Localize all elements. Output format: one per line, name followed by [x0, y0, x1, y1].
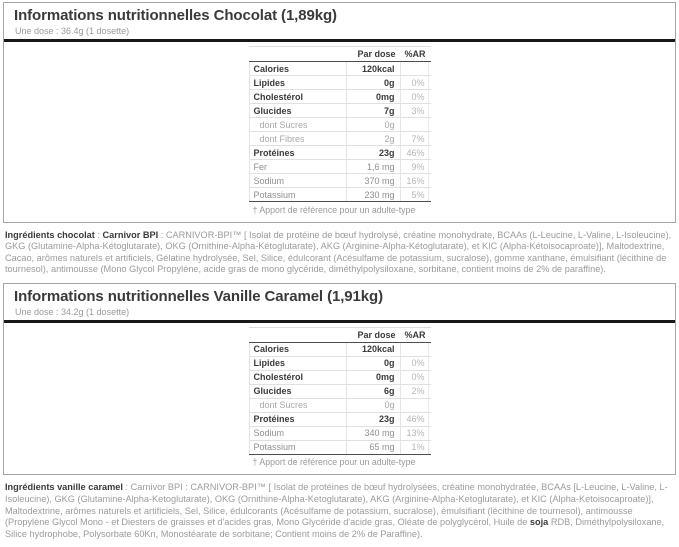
serving-size: Une dose : 34.2g (1 dosette)	[15, 306, 130, 317]
row-ar-value: 0%	[401, 76, 429, 89]
row-label: Glucides	[249, 385, 347, 398]
row-label: Calories	[249, 343, 347, 356]
row-ar-value: 2%	[401, 385, 429, 398]
nutrition-row	[249, 441, 431, 454]
header-divider	[4, 39, 675, 42]
panel-header	[4, 284, 675, 320]
row-label: Cholestérol	[249, 371, 347, 384]
panel-header	[4, 3, 675, 39]
ingredients-bold-text: soja	[529, 517, 549, 528]
row-value: 0g	[347, 357, 401, 370]
row-label: Glucides	[249, 104, 347, 117]
nutrition-row	[249, 427, 431, 441]
nutrition-table	[249, 46, 431, 217]
row-label: Fer	[249, 160, 347, 173]
ingredients-bold-text: Ingrédients chocolat	[5, 229, 95, 240]
table-header-row	[249, 46, 431, 62]
table-header-row	[249, 327, 431, 343]
row-label: Sodium	[249, 427, 347, 440]
panel-title: Informations nutritionnelles Vanille Caramel (1,91kg)	[14, 287, 383, 305]
row-value: 120kcal	[347, 62, 401, 75]
ingredients-text: : Carnivor BPI : CARNIVOR-BPI™ [ Isolat de protéines de bœuf hydrolysées, créatine monohydratée, BCAAs [L-Leucine, L-Valine, L-Isoleucine), GKG (Glutamine-Alpha-Ketoglutarate), OKG (Ornithine-Alpha-Ketoglutarate), AKG (Arginine-Alpha-Ketoglutarate), et KIC (Alpha-Ketoisocaproate)], Maltodextrine, arômes naturels et artificiels, Sel, Silice, édulcorants (Acésulfame de potassium, sucralose), émulsifiant (lécithine de tournesol), antimousse (Propylène Glycol Mono - et Diesters de graisses et d'acides gras, Mono Glycéride d'acide gras, Oléate de polyglycérol, Huile de	[5, 482, 668, 528]
row-value: 0g	[347, 76, 401, 89]
table-footnote: † Apport de référence pour un adulte-type	[249, 454, 431, 470]
row-label: Lipides	[249, 357, 347, 370]
row-ar-value: 0%	[401, 357, 429, 370]
ingredients-text: :	[94, 229, 103, 240]
nutrition-row	[249, 76, 431, 90]
ingredients-bold-text: Carnivor BPI	[102, 229, 159, 240]
row-ar-value: 0%	[401, 371, 429, 384]
header-ar: %AR	[404, 329, 426, 340]
row-ar-value	[401, 118, 429, 131]
nutrition-row	[249, 343, 431, 357]
nutrition-row	[249, 90, 431, 104]
nutrition-row	[249, 132, 431, 146]
nutrition-row	[249, 118, 431, 132]
row-value: 230 mg	[347, 188, 401, 201]
row-label: Cholestérol	[249, 90, 347, 103]
panel-title: Informations nutritionnelles Chocolat (1,89kg)	[14, 7, 337, 24]
row-value: 2g	[347, 132, 401, 145]
row-label: Protéines	[249, 146, 347, 159]
nutrition-row	[249, 146, 431, 160]
header-par-dose: Par dose	[357, 49, 396, 59]
header-par-dose: Par dose	[357, 329, 396, 340]
row-value: 0g	[347, 118, 401, 131]
row-value: 120kcal	[347, 343, 401, 356]
nutrition-row	[249, 385, 431, 399]
row-label: Potassium	[249, 441, 347, 454]
row-value: 6g	[347, 385, 401, 398]
row-value: 370 mg	[347, 174, 401, 187]
serving-size: Une dose : 36.4g (1 dosette)	[15, 26, 130, 36]
table-body	[249, 343, 431, 454]
ingredients-text: RDB, Diméthylpolysiloxane, Silice hydrophobe, Polysorbate 60Kn, Monostéarate de sorbitane; Contient moins de 2% de Paraffine).	[5, 517, 665, 539]
row-ar-value: 3%	[401, 104, 429, 117]
row-value: 1,6 mg	[347, 160, 401, 173]
row-label: Sodium	[249, 174, 347, 187]
nutrition-row	[249, 104, 431, 118]
row-ar-value: 0%	[401, 90, 429, 103]
row-ar-value: 9%	[401, 160, 429, 173]
nutrition-row	[249, 188, 431, 201]
row-ar-value: 1%	[401, 441, 429, 454]
row-label: Calories	[249, 62, 347, 75]
row-value: 23g	[347, 413, 401, 426]
row-label: dont Fibres	[249, 132, 347, 145]
row-label: dont Sucres	[249, 399, 347, 412]
ingredients-text: : CARNIVOR-BPI™ [ Isolat de protéine de bœuf hydrolysé, créatine monohydrate, BCAAs (L-Leucine, L-Valine, L-Isoleucine), GKG (Glutamine-Alpha-Kétoglutarate), OKG (Ornithine-Alpha-Kétoglutarate), AKG (Arginine-Alpha-Kétoglutarate), et KIC (Alpha-Kétoisocaproate)], Maltodextrine, Cacao, arômes naturels et artificiels, Gélatine hydrolysée, Sel, Silice, édulcorant (Acésulfame de potassium, sucralose), gomme xanthane, émulsifiant (lécithine de tournesol), antimousse (Mono Glycol Propylène, acide gras de mono glycéride, diméthylpolysiloxane, sorbitane, contient moins de 2% de paraffine).	[5, 229, 672, 275]
row-value: 340 mg	[347, 427, 401, 440]
row-ar-value: 16%	[401, 174, 429, 187]
nutrition-row	[249, 413, 431, 427]
nutrition-row	[249, 399, 431, 413]
nutrition-table	[249, 327, 431, 470]
nutrition-panel-chocolat	[3, 2, 676, 223]
row-value: 0g	[347, 399, 401, 412]
row-ar-value: 5%	[401, 188, 429, 201]
row-ar-value: 13%	[401, 427, 429, 440]
row-value: 0mg	[347, 90, 401, 103]
nutrition-row	[249, 62, 431, 76]
nutrition-row	[249, 174, 431, 188]
nutrition-panel-vanille-caramel	[3, 283, 676, 476]
row-ar-value	[401, 343, 429, 356]
header-divider	[4, 320, 675, 323]
row-ar-value: 7%	[401, 132, 429, 145]
table-body	[249, 62, 431, 201]
ingredients-bold-text: Ingrédients vanille caramel	[5, 482, 123, 493]
nutrition-row	[249, 371, 431, 385]
row-value: 7g	[347, 104, 401, 117]
ingredients-vanille-caramel	[3, 479, 676, 547]
row-ar-value	[401, 62, 429, 75]
header-ar: %AR	[404, 49, 426, 59]
row-label: dont Sucres	[249, 118, 347, 131]
row-label: Protéines	[249, 413, 347, 426]
row-ar-value: 46%	[401, 146, 429, 159]
nutrition-row	[249, 357, 431, 371]
row-label: Potassium	[249, 188, 347, 201]
row-value: 65 mg	[347, 441, 401, 454]
nutrition-row	[249, 160, 431, 174]
row-ar-value: 46%	[401, 413, 429, 426]
header-empty-cell	[249, 47, 347, 61]
table-footnote: † Apport de référence pour un adulte-type	[249, 201, 431, 217]
ingredients-chocolat	[3, 227, 676, 283]
row-value: 0mg	[347, 371, 401, 384]
row-label: Lipides	[249, 76, 347, 89]
row-value: 23g	[347, 146, 401, 159]
row-ar-value	[401, 399, 429, 412]
header-empty-cell	[249, 328, 347, 342]
